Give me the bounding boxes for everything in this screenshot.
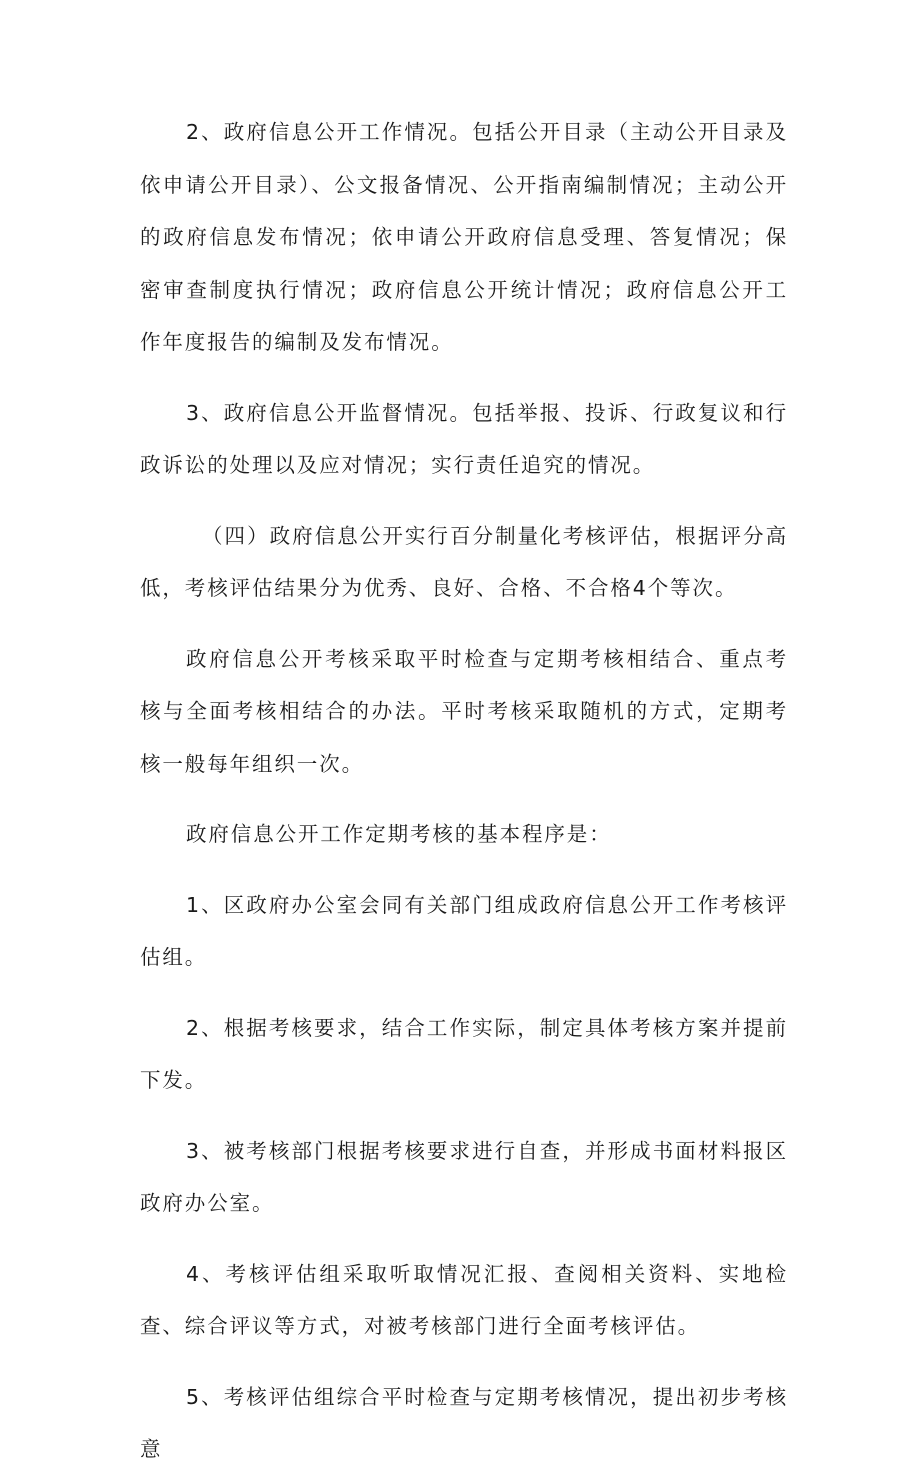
paragraph-procedure-step-4: 4、考核评估组采取听取情况汇报、查阅相关资料、实地检查、综合评议等方式，对被考核部门进行全面考核评估。 — [140, 1261, 788, 1338]
paragraph-procedure-step-1: 1、区政府办公室会同有关部门组成政府信息公开工作考核评估组。 — [140, 892, 788, 969]
paragraph-work-status: 2、政府信息公开工作情况。包括公开目录（主动公开目录及依申请公开目录）、公文报备情况、公开指南编制情况；主动公开的政府信息发布情况；依申请公开政府信息受理、答复情况；保密审查制度执行情况；政府信息公开统计情况；政府信息公开工作年度报告的编制及发布情况。 — [140, 120, 788, 354]
document-page — [140, 106, 788, 1476]
paragraph-supervision-status: 3、政府信息公开监督情况。包括举报、投诉、行政复议和行政诉讼的处理以及应对情况；实行责任追究的情况。 — [140, 400, 788, 477]
paragraph-assessment-method: 政府信息公开考核采取平时检查与定期考核相结合、重点考核与全面考核相结合的办法。平时考核采取随机的方式，定期考核一般每年组织一次。 — [140, 646, 788, 776]
paragraph-procedure-intro: 政府信息公开工作定期考核的基本程序是： — [186, 822, 612, 846]
paragraph-procedure-step-5: 5、考核评估组综合平时检查与定期考核情况，提出初步考核意 — [140, 1384, 788, 1461]
paragraph-procedure-step-2: 2、根据考核要求，结合工作实际，制定具体考核方案并提前下发。 — [140, 1015, 788, 1092]
paragraph-procedure-step-3: 3、被考核部门根据考核要求进行自查，并形成书面材料报区政府办公室。 — [140, 1138, 788, 1215]
paragraph-scoring-rule: （四）政府信息公开实行百分制量化考核评估，根据评分高低，考核评估结果分为优秀、良好、合格、不合格4个等次。 — [140, 523, 788, 600]
